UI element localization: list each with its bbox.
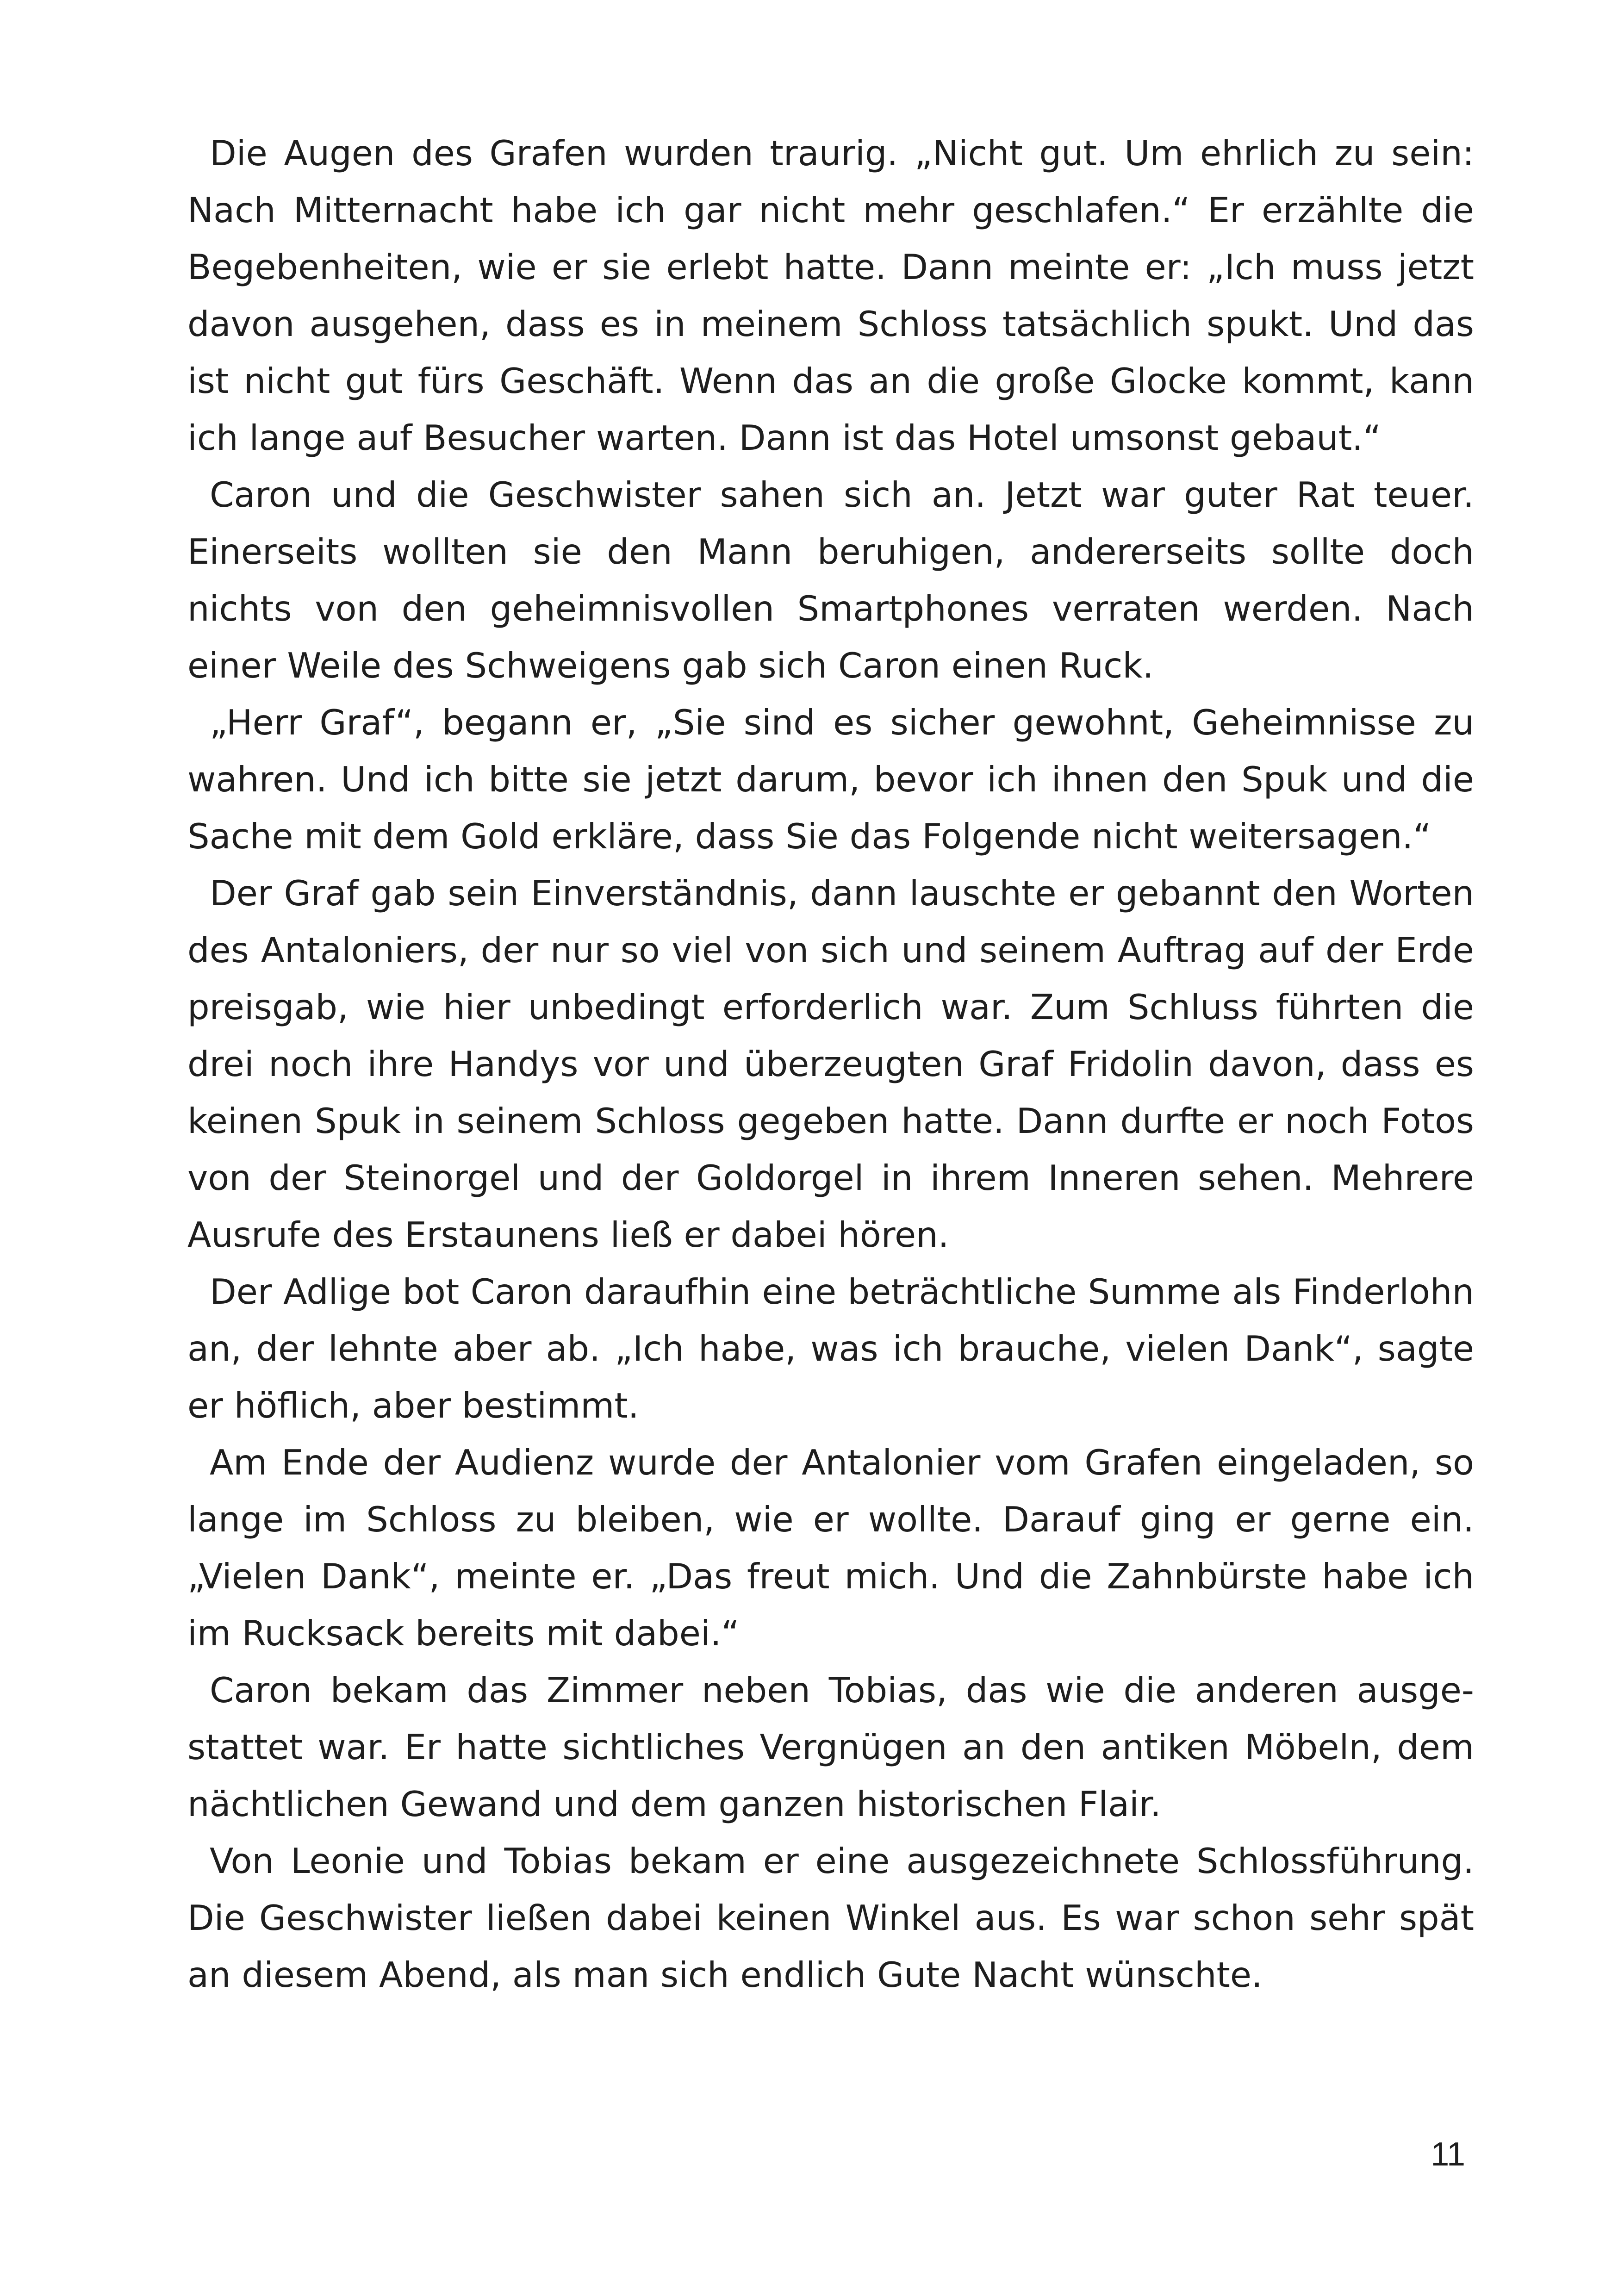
paragraph: Am Ende der Audienz wurde der Antalonier vom Grafen eingeladen, so lange im Schloss zu bleiben, wie er wollte. Darauf ging er gerne ein. „Vielen Dank“, meinte er. „Das freut mich. Und die Zahnbürste habe ich im Rucksack bereits mit dabei.“ [187, 1442, 1474, 1654]
paragraph: „Herr Graf“, begann er, „Sie sind es sicher gewohnt, Geheimnisse zu wahren. Und ich bitte sie jetzt darum, bevor ich ihnen den Spuk und die Sache mit dem Gold erkläre, dass Sie das Folgende nicht weitersagen.“ [187, 702, 1474, 857]
paragraph: Der Adlige bot Caron daraufhin eine beträchtliche Summe als Finderlohn an, der lehnte aber ab. „Ich habe, was ich brauche, vielen Dank“, sagte er höflich, aber bestimmt. [187, 1271, 1474, 1426]
paragraph: Caron und die Geschwister sahen sich an. Jetzt war guter Rat teuer. Einerseits wollten sie den Mann beruhigen, andererseits sollte doch nichts von den geheimnisvollen Smartphones verraten werden. Nach einer Weile des Schweigens gab sich Caron einen Ruck. [187, 474, 1474, 686]
paragraph: Von Leonie und Tobias bekam er eine ausgezeichnete Schlossführung. Die Geschwister ließen dabei keinen Winkel aus. Es war schon sehr spät an diesem Abend, als man sich endlich Gute Nacht wünschte. [187, 1841, 1474, 1995]
paragraph: Der Graf gab sein Einverständnis, dann lauschte er gebannt den Worten des Antaloniers, der nur so viel von sich und seinem Auftrag auf der Erde preisgab, wie hier unbedingt erforderlich war. Zum Schluss führten die drei noch ihre Handys vor und überzeugten Graf Fridolin davon, dass es keinen Spuk in seinem Schloss gegeben hatte. Dann durfte er noch Fotos von der Steinorgel und der Goldorgel in ihrem Inneren sehen. Mehrere Ausrufe des Erstaunens ließ er dabei hören. [187, 873, 1474, 1255]
paragraph: Caron bekam das Zimmer neben Tobias, das wie die anderen ausgestattet war. Er hatte sichtliches Vergnügen an den antiken Möbeln, dem nächtlichen Gewand und dem ganzen historischen Flair. [187, 1670, 1474, 1824]
paragraph: Die Augen des Grafen wurden traurig. „Nicht gut. Um ehrlich zu sein: Nach Mitternacht habe ich gar nicht mehr geschlafen.“ Er erzählte die Begebenheiten, wie er sie erlebt hatte. Dann meinte er: „Ich muss jetzt davon ausgehen, dass es in meinem Schloss tatsächlich spukt. Und das ist nicht gut fürs Geschäft. Wenn das an die große Glocke kommt, kann ich lange auf Besucher warten. Dann ist das Hotel umsonst gebaut.“ [187, 133, 1474, 458]
body-text [187, 125, 1474, 2004]
page-number: 11 [1431, 2136, 1465, 2173]
